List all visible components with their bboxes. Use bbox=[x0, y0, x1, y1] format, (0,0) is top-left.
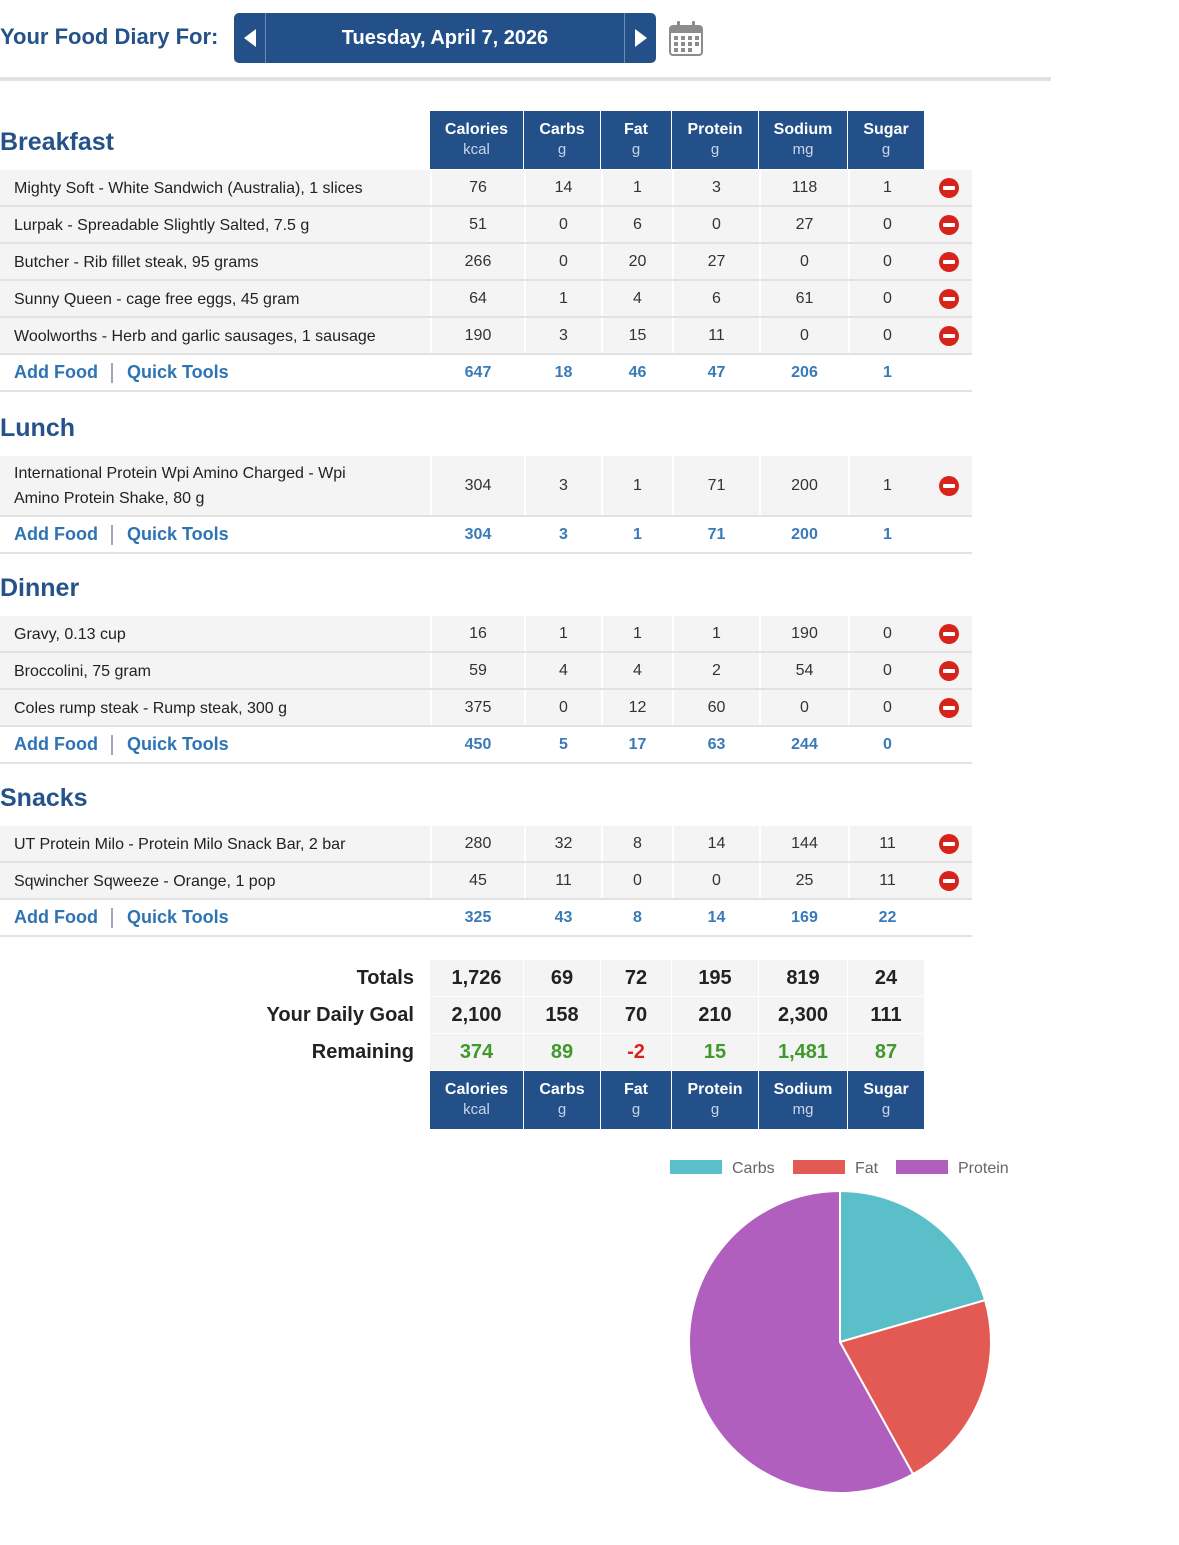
food-entry-calories: 45 bbox=[430, 863, 524, 898]
meal-total-protein: 63 bbox=[672, 727, 759, 762]
delete-entry-icon[interactable] bbox=[939, 326, 959, 346]
food-entry-name[interactable]: International Protein Wpi Amino Charged - Wpi Amino Protein Shake, 80 g bbox=[14, 465, 346, 507]
food-entry-sodium: 144 bbox=[759, 826, 848, 861]
link-separator bbox=[111, 363, 113, 383]
food-entry-calories: 304 bbox=[430, 456, 524, 515]
food-entry-carbs: 3 bbox=[524, 456, 601, 515]
column-name: Carbs bbox=[539, 121, 585, 138]
food-entry-calories: 280 bbox=[430, 826, 524, 861]
food-entry-name[interactable]: Woolworths - Herb and garlic sausages, 1 sausage bbox=[14, 328, 376, 345]
meal-total-calories: 647 bbox=[430, 355, 524, 390]
daily-goal-row-sodium: 2,300 bbox=[759, 997, 847, 1033]
summary-column-header-sugar bbox=[848, 1071, 924, 1129]
food-entry-sodium: 25 bbox=[759, 863, 848, 898]
delete-entry-icon[interactable] bbox=[939, 215, 959, 235]
food-entry-sugar: 11 bbox=[848, 863, 925, 898]
food-entry-calories: 51 bbox=[430, 207, 524, 242]
food-entry-sodium: 0 bbox=[759, 318, 848, 353]
food-entry-name[interactable]: Butcher - Rib fillet steak, 95 grams bbox=[14, 254, 259, 271]
daily-goal-row-sugar: 111 bbox=[848, 997, 924, 1033]
food-entry-sugar: 0 bbox=[848, 690, 925, 725]
food-entry-sugar: 1 bbox=[848, 170, 925, 205]
legend-swatch-protein[interactable] bbox=[896, 1160, 948, 1174]
food-entry-calories: 266 bbox=[430, 244, 524, 279]
food-entry-calories: 190 bbox=[430, 318, 524, 353]
food-entry-carbs: 32 bbox=[524, 826, 601, 861]
meal-total-calories: 325 bbox=[430, 900, 524, 935]
arrow-right-icon bbox=[635, 29, 647, 47]
food-entry-row bbox=[0, 207, 972, 244]
food-entry-name[interactable]: Lurpak - Spreadable Slightly Salted, 7.5 g bbox=[14, 217, 310, 234]
food-entry-fat: 1 bbox=[601, 456, 672, 515]
column-name: Protein bbox=[687, 1081, 743, 1098]
calendar-icon[interactable] bbox=[669, 20, 703, 56]
summary-column-header-carbs bbox=[524, 1071, 600, 1129]
remaining-row-protein: 15 bbox=[672, 1034, 758, 1070]
page-title: Your Food Diary For: bbox=[0, 24, 219, 49]
food-entry-sodium: 190 bbox=[759, 616, 848, 651]
diary-header bbox=[0, 0, 1179, 80]
column-unit: kcal bbox=[463, 141, 490, 158]
food-entry-sugar: 0 bbox=[848, 207, 925, 242]
meal-total-fat: 46 bbox=[601, 355, 672, 390]
remaining-row-carbs: 89 bbox=[524, 1034, 600, 1070]
meal-total-fat: 1 bbox=[601, 517, 672, 552]
delete-entry-icon[interactable] bbox=[939, 834, 959, 854]
totals-row-calories: 1,726 bbox=[430, 960, 523, 996]
food-entry-carbs: 1 bbox=[524, 281, 601, 316]
meal-column-header-sodium bbox=[759, 111, 847, 169]
food-entry-sugar: 1 bbox=[848, 456, 925, 515]
food-entry-protein: 14 bbox=[672, 826, 759, 861]
column-name: Sodium bbox=[773, 1081, 833, 1098]
meal-total-fat: 8 bbox=[601, 900, 672, 935]
food-entry-row bbox=[0, 281, 972, 318]
next-day-button[interactable] bbox=[624, 13, 656, 63]
meal-total-calories: 304 bbox=[430, 517, 524, 552]
summary-column-header-protein bbox=[672, 1071, 758, 1129]
food-entry-sugar: 11 bbox=[848, 826, 925, 861]
legend-label-protein[interactable]: Protein bbox=[958, 1160, 1009, 1177]
food-entry-sodium: 54 bbox=[759, 653, 848, 688]
daily-goal-row-fat: 70 bbox=[601, 997, 671, 1033]
column-name: Sodium bbox=[773, 121, 833, 138]
column-unit: g bbox=[710, 1101, 720, 1118]
column-name: Fat bbox=[624, 1081, 648, 1098]
food-entry-name[interactable]: UT Protein Milo - Protein Milo Snack Bar, 2 bar bbox=[14, 836, 346, 853]
previous-day-button[interactable] bbox=[234, 13, 266, 63]
food-entry-sugar: 0 bbox=[848, 281, 925, 316]
food-entry-calories: 76 bbox=[430, 170, 524, 205]
food-entry-fat: 4 bbox=[601, 653, 672, 688]
food-entry-fat: 1 bbox=[601, 170, 672, 205]
summary-column-header-sodium bbox=[759, 1071, 847, 1129]
add-food-link[interactable]: Add Food bbox=[14, 907, 98, 927]
meal-total-sugar: 0 bbox=[848, 727, 925, 762]
food-entry-row bbox=[0, 863, 972, 900]
date-navigator bbox=[234, 13, 656, 63]
meal-total-sugar: 1 bbox=[848, 517, 925, 552]
food-entry-name[interactable]: Sunny Queen - cage free eggs, 45 gram bbox=[14, 291, 300, 308]
meal-title-dinner: Dinner bbox=[0, 574, 80, 602]
pie-chart-svg bbox=[600, 1140, 1179, 1540]
remaining-row-label: Remaining bbox=[311, 1041, 414, 1063]
food-entry-carbs: 3 bbox=[524, 318, 601, 353]
food-entry-carbs: 4 bbox=[524, 653, 601, 688]
totals-row-fat: 72 bbox=[601, 960, 671, 996]
food-entry-protein: 0 bbox=[672, 207, 759, 242]
food-entry-sodium: 0 bbox=[759, 244, 848, 279]
column-name: Protein bbox=[687, 121, 743, 138]
meal-title-breakfast: Breakfast bbox=[0, 128, 114, 156]
meal-total-sodium: 200 bbox=[759, 517, 848, 552]
daily-goal-row-label: Your Daily Goal bbox=[266, 1004, 414, 1026]
meal-total-protein: 14 bbox=[672, 900, 759, 935]
food-entry-calories: 64 bbox=[430, 281, 524, 316]
column-unit: g bbox=[631, 1101, 641, 1118]
meal-total-fat: 17 bbox=[601, 727, 672, 762]
summary-column-header-calories bbox=[430, 1071, 523, 1129]
legend-swatch-carbs[interactable] bbox=[670, 1160, 722, 1174]
food-entry-fat: 6 bbox=[601, 207, 672, 242]
add-food-link[interactable]: Add Food bbox=[14, 734, 98, 754]
column-unit: g bbox=[710, 141, 720, 158]
food-entry-carbs: 14 bbox=[524, 170, 601, 205]
meal-totals-row bbox=[0, 517, 972, 554]
food-entry-sugar: 0 bbox=[848, 653, 925, 688]
food-entry-fat: 1 bbox=[601, 616, 672, 651]
food-entry-fat: 4 bbox=[601, 281, 672, 316]
food-entry-fat: 20 bbox=[601, 244, 672, 279]
totals-row-label: Totals bbox=[356, 967, 414, 989]
current-date[interactable]: Tuesday, April 7, 2026 bbox=[341, 27, 549, 49]
food-entry-fat: 12 bbox=[601, 690, 672, 725]
delete-entry-icon[interactable] bbox=[939, 698, 959, 718]
remaining-row-sodium: 1,481 bbox=[759, 1034, 847, 1070]
food-entry-row bbox=[0, 456, 972, 517]
header-divider bbox=[0, 77, 1051, 81]
food-entry-row bbox=[0, 616, 972, 653]
food-entry-calories: 375 bbox=[430, 690, 524, 725]
meal-totals-row bbox=[0, 727, 972, 764]
food-entry-name[interactable]: Gravy, 0.13 cup bbox=[14, 626, 126, 643]
summary-column-header-fat bbox=[601, 1071, 671, 1129]
meal-total-sugar: 22 bbox=[848, 900, 925, 935]
daily-goal-row-calories: 2,100 bbox=[430, 997, 523, 1033]
food-entry-name[interactable]: Coles rump steak - Rump steak, 300 g bbox=[14, 700, 288, 717]
remaining-row-sugar: 87 bbox=[848, 1034, 924, 1070]
delete-entry-icon[interactable] bbox=[939, 624, 959, 644]
food-entry-protein: 6 bbox=[672, 281, 759, 316]
meal-total-protein: 71 bbox=[672, 517, 759, 552]
quick-tools-link[interactable]: Quick Tools bbox=[127, 734, 229, 754]
quick-tools-link[interactable]: Quick Tools bbox=[127, 524, 229, 544]
column-unit: mg bbox=[792, 141, 814, 158]
add-food-link[interactable]: Add Food bbox=[14, 524, 98, 544]
column-unit: g bbox=[881, 141, 891, 158]
food-entry-name[interactable]: Sqwincher Sqweeze - Orange, 1 pop bbox=[14, 873, 276, 890]
food-entry-sugar: 0 bbox=[848, 616, 925, 651]
meal-total-sugar: 1 bbox=[848, 355, 925, 390]
food-entry-carbs: 0 bbox=[524, 207, 601, 242]
food-entry-sodium: 118 bbox=[759, 170, 848, 205]
add-food-link[interactable]: Add Food bbox=[14, 362, 98, 382]
daily-goal-row-protein: 210 bbox=[672, 997, 758, 1033]
food-entry-row bbox=[0, 653, 972, 690]
food-entry-protein: 71 bbox=[672, 456, 759, 515]
quick-tools-link[interactable]: Quick Tools bbox=[127, 907, 229, 927]
food-entry-sodium: 27 bbox=[759, 207, 848, 242]
food-entry-row bbox=[0, 690, 972, 727]
column-name: Calories bbox=[444, 121, 509, 138]
food-entry-sodium: 61 bbox=[759, 281, 848, 316]
link-separator bbox=[111, 525, 113, 545]
food-entry-row bbox=[0, 826, 972, 863]
food-entry-carbs: 0 bbox=[524, 690, 601, 725]
column-name: Carbs bbox=[539, 1081, 585, 1098]
delete-entry-icon[interactable] bbox=[939, 252, 959, 272]
column-name: Fat bbox=[624, 121, 648, 138]
delete-entry-icon[interactable] bbox=[939, 289, 959, 309]
meal-title-snacks: Snacks bbox=[0, 784, 88, 812]
delete-entry-icon[interactable] bbox=[939, 871, 959, 891]
column-name: Sugar bbox=[863, 121, 909, 138]
food-entry-row bbox=[0, 170, 972, 207]
food-entry-protein: 60 bbox=[672, 690, 759, 725]
food-entry-name[interactable]: Broccolini, 75 gram bbox=[14, 663, 151, 680]
food-entry-name[interactable]: Mighty Soft - White Sandwich (Australia), 1 slices bbox=[14, 180, 363, 197]
meal-total-carbs: 5 bbox=[524, 727, 601, 762]
food-entry-fat: 8 bbox=[601, 826, 672, 861]
meal-column-header-carbs bbox=[524, 111, 600, 169]
column-name: Calories bbox=[444, 1081, 509, 1098]
link-separator bbox=[111, 908, 113, 928]
meal-column-header-protein bbox=[672, 111, 758, 169]
food-entry-protein: 1 bbox=[672, 616, 759, 651]
meal-column-header-calories bbox=[430, 111, 523, 169]
column-unit: kcal bbox=[463, 1101, 490, 1118]
totals-row-sodium: 819 bbox=[759, 960, 847, 996]
meal-totals-row bbox=[0, 900, 972, 937]
legend-label-carbs[interactable]: Carbs bbox=[732, 1160, 775, 1177]
food-entry-protein: 11 bbox=[672, 318, 759, 353]
food-entry-protein: 0 bbox=[672, 863, 759, 898]
food-entry-row bbox=[0, 244, 972, 281]
meal-total-sodium: 244 bbox=[759, 727, 848, 762]
remaining-row-calories: 374 bbox=[430, 1034, 523, 1070]
arrow-left-icon bbox=[244, 29, 256, 47]
legend-label-fat[interactable]: Fat bbox=[855, 1160, 879, 1177]
food-entry-protein: 27 bbox=[672, 244, 759, 279]
food-entry-carbs: 1 bbox=[524, 616, 601, 651]
macro-pie-chart bbox=[600, 1140, 1179, 1540]
totals-row-protein: 195 bbox=[672, 960, 758, 996]
meal-total-protein: 47 bbox=[672, 355, 759, 390]
meal-total-calories: 450 bbox=[430, 727, 524, 762]
food-entry-row bbox=[0, 318, 972, 355]
column-unit: g bbox=[631, 141, 641, 158]
meal-column-header-fat bbox=[601, 111, 671, 169]
remaining-row-fat: -2 bbox=[601, 1034, 671, 1070]
delete-entry-icon[interactable] bbox=[939, 178, 959, 198]
food-entry-sugar: 0 bbox=[848, 244, 925, 279]
food-entry-sugar: 0 bbox=[848, 318, 925, 353]
food-entry-fat: 15 bbox=[601, 318, 672, 353]
food-entry-sodium: 200 bbox=[759, 456, 848, 515]
column-unit: g bbox=[557, 141, 567, 158]
meal-total-carbs: 3 bbox=[524, 517, 601, 552]
meal-column-header-sugar bbox=[848, 111, 924, 169]
food-entry-carbs: 11 bbox=[524, 863, 601, 898]
food-entry-carbs: 0 bbox=[524, 244, 601, 279]
meal-totals-row bbox=[0, 355, 972, 392]
column-unit: g bbox=[881, 1101, 891, 1118]
meal-total-sodium: 206 bbox=[759, 355, 848, 390]
column-unit: g bbox=[557, 1101, 567, 1118]
quick-tools-link[interactable]: Quick Tools bbox=[127, 362, 229, 382]
food-entry-calories: 59 bbox=[430, 653, 524, 688]
meal-title-lunch: Lunch bbox=[0, 414, 75, 442]
daily-goal-row-carbs: 158 bbox=[524, 997, 600, 1033]
meal-total-sodium: 169 bbox=[759, 900, 848, 935]
food-entry-protein: 3 bbox=[672, 170, 759, 205]
food-entry-sodium: 0 bbox=[759, 690, 848, 725]
delete-entry-icon[interactable] bbox=[939, 476, 959, 496]
column-unit: mg bbox=[792, 1101, 814, 1118]
totals-row-carbs: 69 bbox=[524, 960, 600, 996]
food-entry-fat: 0 bbox=[601, 863, 672, 898]
delete-entry-icon[interactable] bbox=[939, 661, 959, 681]
legend-swatch-fat[interactable] bbox=[793, 1160, 845, 1174]
link-separator bbox=[111, 735, 113, 755]
totals-row-sugar: 24 bbox=[848, 960, 924, 996]
meal-total-carbs: 43 bbox=[524, 900, 601, 935]
food-entry-calories: 16 bbox=[430, 616, 524, 651]
food-entry-protein: 2 bbox=[672, 653, 759, 688]
meal-total-carbs: 18 bbox=[524, 355, 601, 390]
column-name: Sugar bbox=[863, 1081, 909, 1098]
